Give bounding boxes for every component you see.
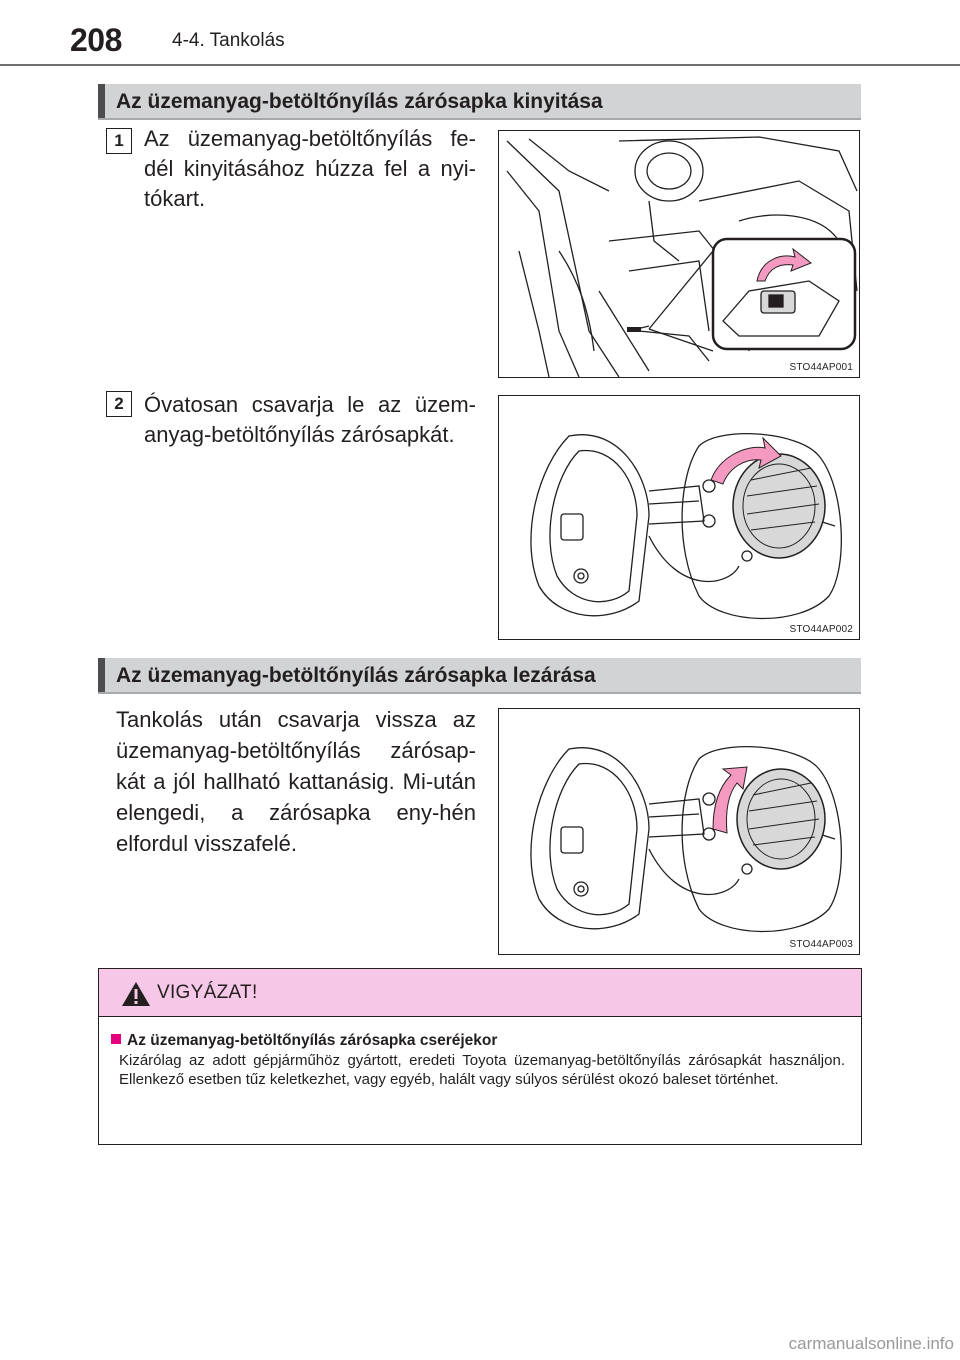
section-heading-open: [98, 84, 861, 120]
caution-label: VIGYÁZAT!: [157, 982, 258, 1003]
section-heading-close-text: Az üzemanyag-betöltőnyílás zárósapka lezárása: [116, 664, 596, 687]
step-number-1: 1: [106, 128, 132, 154]
car-interior-illustration: [499, 131, 860, 378]
section-heading-bar: [98, 658, 105, 692]
figure-fuel-door-lever: [498, 130, 860, 378]
fuel-cap-open-illustration: [499, 396, 860, 640]
caution-body-text: Kizárólag az adott gépjárműhöz gyártott, eredeti Toyota üzemanyag-betöltőnyílás zárósapkát használjon. Ellenkező esetben tűz keletkezhet, vagy egyéb, halált vagy súlyos sérülést okozó baleset történhet.: [119, 1052, 845, 1088]
caution-header: [99, 969, 861, 1017]
page-number: 208: [70, 22, 122, 58]
figure-code-3: STO44AP003: [789, 939, 853, 950]
fuel-cap-close-illustration: [499, 709, 860, 955]
caution-subheading-text: Az üzemanyag-betöltőnyílás zárósapka cseréjekor: [127, 1032, 498, 1049]
figure-code-2: STO44AP002: [789, 624, 853, 635]
section-heading-open-text: Az üzemanyag-betöltőnyílás zárósapka kinyitása: [116, 90, 603, 113]
close-instructions-text: Tankolás után csavarja vissza az üzemanyag-betöltőnyílás zárósap-kát a jól hallható kattanásig. Mi-után elengedi, a zárósapka eny-hén elfordul visszafelé.: [116, 707, 476, 856]
magenta-square-bullet: [111, 1034, 121, 1044]
section-heading-close: [98, 658, 861, 694]
caution-box: [98, 968, 862, 1145]
warning-triangle-icon: [121, 981, 151, 1007]
step-number-2: 2: [106, 391, 132, 417]
figure-close-cap: [498, 708, 860, 955]
figure-unscrew-cap: [498, 395, 860, 640]
caution-subheading: [111, 1032, 497, 1050]
figure-code-1: STO44AP001: [789, 362, 853, 373]
chapter-title: 4-4. Tankolás: [172, 30, 285, 51]
watermark: carmanualsonline.info: [788, 1334, 954, 1353]
section-heading-bar: [98, 84, 105, 118]
step-1-text: Az üzemanyag-betöltőnyílás fe-dél kinyitásához húzza fel a nyi-tókart.: [144, 126, 476, 211]
step-2-text: Óvatosan csavarja le az üzem-anyag-betöltőnyílás zárósapkát.: [144, 392, 476, 447]
header-rule: [0, 64, 960, 66]
